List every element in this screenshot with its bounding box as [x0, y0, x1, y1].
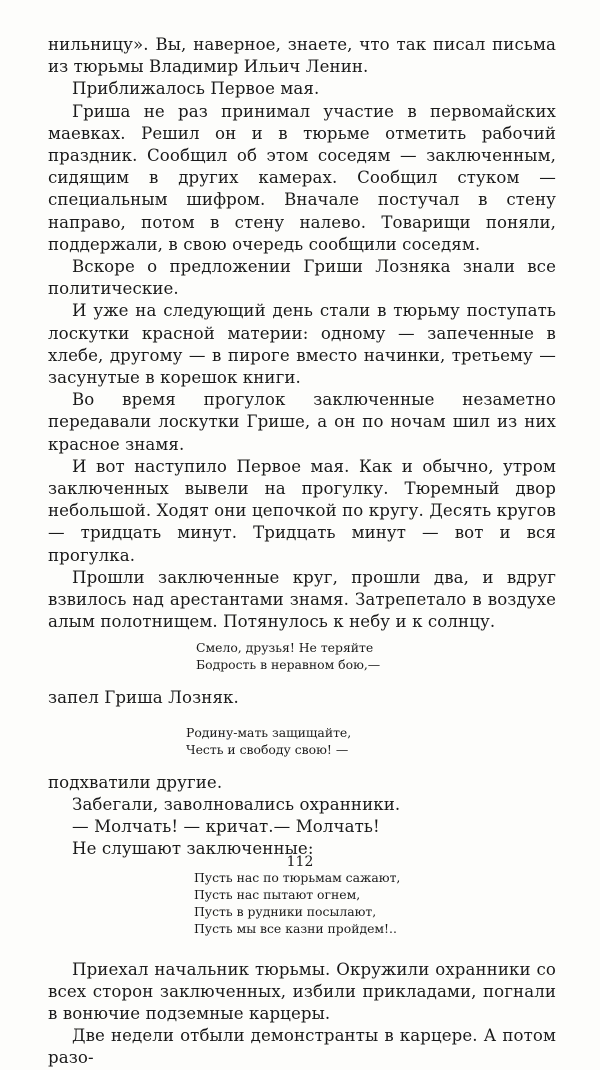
verse-line: Пусть мы все казни пройдем!.. — [194, 920, 397, 936]
paragraph: Во время прогулок заключенные незаметно передавали лоскутки Грише, а он по ночам шил из них красное знамя. — [48, 390, 556, 454]
paragraph: запел Гриша Лозняк. — [48, 688, 239, 708]
page-number: 112 — [286, 854, 314, 870]
verse-line: Бодрость в неравном бою,— — [196, 657, 381, 673]
paragraph: — Молчать! — кричат.— Молчать! — [72, 817, 380, 837]
paragraph: подхватили другие. — [48, 772, 223, 792]
verse-quote-1 — [196, 639, 556, 673]
verse-line: Смело, друзья! Не теряйте — [196, 640, 374, 656]
verse-line: Честь и свободу свою! — — [186, 741, 349, 757]
paragraph: Прошли заключенные круг, прошли два, и вдруг взвилось над арестантами знамя. Затрепетало в воздухе алым полотнищем. Потянулось к небу и к солнцу. — [48, 567, 556, 632]
verse-line: Пусть нас по тюрьмам сажают, — [194, 869, 401, 885]
paragraph: нильницу». Вы, наверное, знаете, что так писал письма из тюрьмы Владимир Ильич Ленин. — [48, 35, 556, 77]
paragraph: И уже на следующий день стали в тюрьму поступать лоскутки красной материи: одному — запеченные в хлебе, другому — в пироге вместо начинки, третьему — засунутые в корешок книги. — [48, 301, 556, 388]
paragraph: Две недели отбыли демонстранты в карцере. А потом разо- — [48, 1026, 556, 1068]
paragraph: Гриша не раз принимал участие в первомайских маевках. Решил он и в тюрьме отметить рабочий праздник. Сообщил об этом соседям — заключенным, сидящим в других камерах. Сообщил стуком — специальным шифром. Вначале постучал в стену направо, потом в стену налево. Товарищи поняли, поддержали, в свою очередь сообщили соседям. — [48, 101, 556, 254]
verse-line: Пусть в рудники посылают, — [194, 903, 377, 919]
verse-line: Пусть нас пытают огнем, — [194, 886, 361, 902]
page-text — [48, 34, 556, 1070]
paragraph: Не слушают заключенные: — [72, 839, 314, 859]
paragraph: Забегали, заволновались охранники. — [72, 794, 401, 814]
verse-quote-3 — [194, 869, 556, 937]
paragraph: Вскоре о предложении Гриши Лозняка знали все политические. — [48, 257, 556, 299]
paragraph: И вот наступило Первое мая. Как и обычно, утром заключенных вывели на прогулку. Тюремный двор небольшой. Ходят они цепочкой по кругу. Десять кругов — тридцать минут. Тридцать минут — вот и вся прогулка. — [48, 456, 556, 565]
paragraph: Приехал начальник тюрьмы. Окружили охранники со всех сторон заключенных, избили прикладами, погнали в вонючие подземные карцеры. — [48, 959, 556, 1023]
paragraph: Приближалось Первое мая. — [72, 79, 320, 99]
verse-line: Родину-мать защищайте, — [186, 724, 352, 740]
verse-quote-2 — [186, 724, 556, 758]
